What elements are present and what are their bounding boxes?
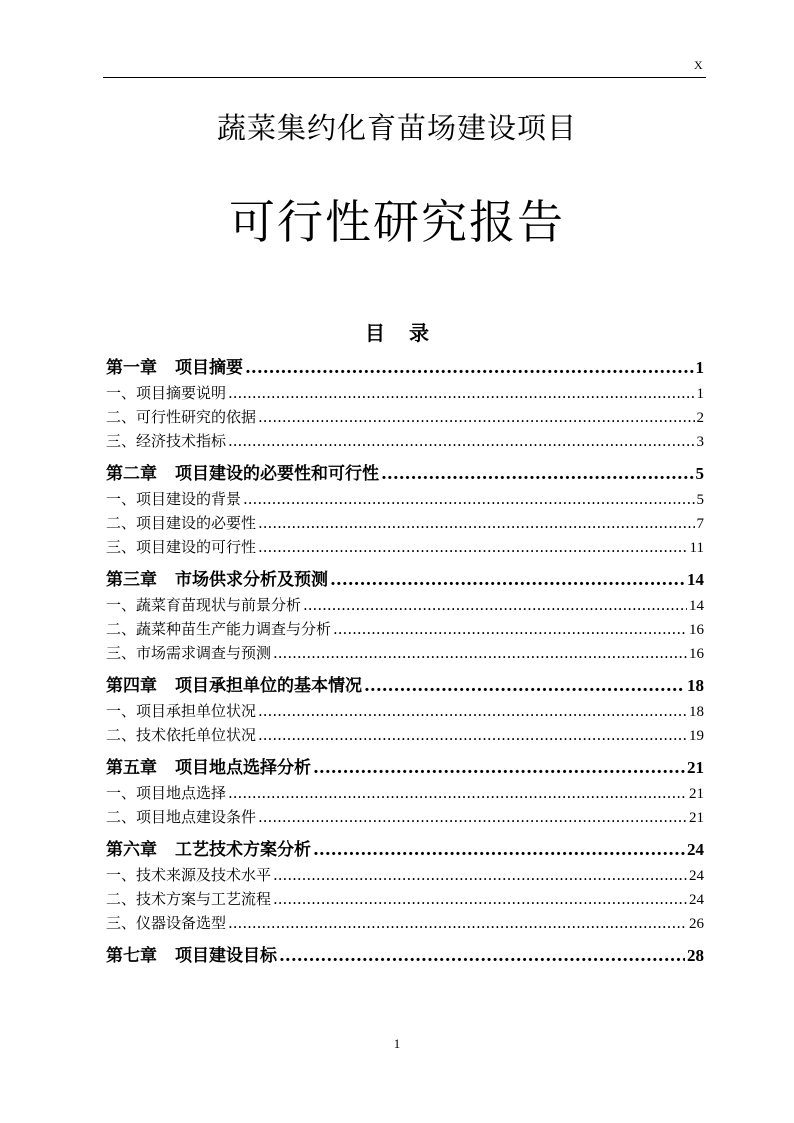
toc-section-entry[interactable] <box>106 782 704 806</box>
table-of-contents <box>106 348 704 970</box>
dot-leader <box>258 808 687 826</box>
toc-entry-label <box>106 565 328 590</box>
toc-page-number: 24 <box>689 892 704 908</box>
dot-leader <box>273 644 687 662</box>
toc-page-number: 21 <box>689 810 704 826</box>
toc-entry-title: 工艺技术方案分析 <box>175 840 311 860</box>
toc-entry-title: 一、技术来源及技术水平 <box>106 866 272 884</box>
chapter-number: 第七章 <box>106 946 157 966</box>
toc-entry-label <box>106 512 256 533</box>
toc-section-entry[interactable] <box>106 700 704 724</box>
toc-chapter-entry[interactable] <box>106 353 704 377</box>
toc-page-number: 18 <box>687 676 704 695</box>
toc-page-number: 24 <box>689 868 704 884</box>
toc-section-entry[interactable] <box>106 864 704 888</box>
toc-section-entry[interactable] <box>106 618 704 642</box>
toc-page-number: 2 <box>696 410 704 426</box>
toc-entry-title: 二、项目地点建设条件 <box>106 808 257 826</box>
toc-chapter-entry[interactable] <box>106 671 704 695</box>
toc-entry-label <box>106 835 311 860</box>
toc-page-number: 5 <box>695 464 704 483</box>
toc-entry-label <box>106 671 362 696</box>
toc-section-entry[interactable] <box>106 888 704 912</box>
chapter-number: 第三章 <box>106 570 157 590</box>
toc-page-number: 16 <box>689 646 704 662</box>
toc-entry-title: 二、技术方案与工艺流程 <box>106 890 272 908</box>
toc-entry-label <box>106 353 243 378</box>
toc-page-number: 1 <box>695 358 704 377</box>
toc-section-entry[interactable] <box>106 724 704 748</box>
document-title: 蔬菜集约化育苗场建设项目 <box>216 111 577 145</box>
header-rule <box>103 77 706 78</box>
dot-leader <box>330 570 685 590</box>
toc-page-number: 3 <box>696 434 704 450</box>
toc-entry-label <box>106 536 256 557</box>
toc-chapter-entry[interactable] <box>106 459 704 483</box>
toc-page-number: 14 <box>689 598 704 614</box>
toc-page-number: 7 <box>696 516 704 532</box>
toc-section-entry[interactable] <box>106 430 704 454</box>
toc-entry-title: 二、可行性研究的依据 <box>106 408 257 426</box>
toc-chapter-entry[interactable] <box>106 753 704 777</box>
toc-entry-title: 项目摘要 <box>175 358 243 378</box>
toc-chapter-entry[interactable] <box>106 941 704 965</box>
toc-entry-title: 一、项目承担单位状况 <box>106 702 257 720</box>
dot-leader <box>303 596 687 614</box>
dot-leader <box>258 726 687 744</box>
toc-entry-title: 一、项目建设的背景 <box>106 490 242 508</box>
toc-entry-title: 三、市场需求调查与预测 <box>106 644 272 662</box>
toc-page-number: 1 <box>696 386 704 402</box>
toc-page-number: 21 <box>687 758 704 777</box>
toc-entry-title: 项目地点选择分析 <box>175 758 311 778</box>
toc-entry-label <box>106 912 226 933</box>
toc-section-entry[interactable] <box>106 488 704 512</box>
toc-page-number: 28 <box>687 946 704 965</box>
dot-leader <box>258 702 687 720</box>
toc-entry-title: 项目建设目标 <box>175 946 277 966</box>
dot-leader <box>228 914 687 932</box>
dot-leader <box>333 620 687 638</box>
toc-section-entry[interactable] <box>106 512 704 536</box>
dot-leader <box>258 408 694 426</box>
toc-section-entry[interactable] <box>106 642 704 666</box>
toc-entry-title: 项目承担单位的基本情况 <box>175 676 362 696</box>
chapter-number: 第六章 <box>106 840 157 860</box>
toc-entry-title: 一、项目摘要说明 <box>106 384 227 402</box>
dot-leader <box>258 538 688 556</box>
chapter-number: 第四章 <box>106 676 157 696</box>
dot-leader <box>273 866 687 884</box>
chapter-number: 第五章 <box>106 758 157 778</box>
toc-entry-title: 一、蔬菜育苗现状与前景分析 <box>106 596 302 614</box>
toc-section-entry[interactable] <box>106 806 704 830</box>
toc-entry-title: 市场供求分析及预测 <box>175 570 328 590</box>
dot-leader <box>258 514 694 532</box>
dot-leader <box>313 758 685 778</box>
toc-section-entry[interactable] <box>106 536 704 560</box>
toc-entry-label <box>106 642 271 663</box>
toc-entry-title: 三、经济技术指标 <box>106 432 227 450</box>
footer-page-number: 1 <box>393 1036 401 1051</box>
toc-section-entry[interactable] <box>106 594 704 618</box>
toc-entry-label <box>106 806 256 827</box>
dot-leader <box>243 490 694 508</box>
toc-chapter-entry[interactable] <box>106 565 704 589</box>
toc-entry-label <box>106 753 311 778</box>
toc-entry-label <box>106 459 379 484</box>
toc-entry-label <box>106 782 226 803</box>
toc-section-entry[interactable] <box>106 382 704 406</box>
chapter-number: 第一章 <box>106 358 157 378</box>
toc-entry-label <box>106 700 256 721</box>
toc-entry-label <box>106 430 226 451</box>
toc-page-number: 24 <box>687 840 704 859</box>
dot-leader <box>381 464 694 484</box>
toc-entry-label <box>106 724 256 745</box>
dot-leader <box>313 840 685 860</box>
toc-page-number: 11 <box>689 540 704 556</box>
toc-page-number: 18 <box>689 704 704 720</box>
toc-entry-label <box>106 864 271 885</box>
toc-entry-title: 项目建设的必要性和可行性 <box>175 464 379 484</box>
toc-section-entry[interactable] <box>106 406 704 430</box>
toc-entry-label <box>106 888 271 909</box>
header-mark: X <box>694 58 703 72</box>
toc-entry-title: 三、项目建设的可行性 <box>106 538 257 556</box>
dot-leader <box>245 358 694 378</box>
toc-entry-title: 二、技术依托单位状况 <box>106 726 257 744</box>
toc-entry-title: 三、仪器设备选型 <box>106 914 227 932</box>
toc-entry-label <box>106 594 301 615</box>
toc-page-number: 19 <box>689 728 704 744</box>
toc-page-number: 26 <box>689 916 704 932</box>
toc-page-number: 21 <box>689 786 704 802</box>
toc-entry-label <box>106 382 226 403</box>
toc-entry-title: 二、蔬菜种苗生产能力调查与分析 <box>106 620 332 638</box>
toc-entry-label <box>106 488 241 509</box>
toc-section-entry[interactable] <box>106 912 704 936</box>
dot-leader <box>228 384 694 402</box>
toc-entry-label <box>106 941 277 966</box>
document-subtitle: 可行性研究报告 <box>229 195 565 249</box>
dot-leader <box>364 676 685 696</box>
toc-chapter-entry[interactable] <box>106 835 704 859</box>
dot-leader <box>228 432 694 450</box>
toc-entry-label <box>106 618 331 639</box>
toc-heading: 目录 <box>365 321 453 345</box>
toc-entry-title: 一、项目地点选择 <box>106 784 227 802</box>
toc-page-number: 14 <box>687 570 704 589</box>
toc-page-number: 5 <box>696 492 704 508</box>
toc-entry-title: 二、项目建设的必要性 <box>106 514 257 532</box>
toc-entry-label <box>106 406 256 427</box>
toc-page-number: 16 <box>689 622 704 638</box>
dot-leader <box>273 890 687 908</box>
chapter-number: 第二章 <box>106 464 157 484</box>
dot-leader <box>279 946 685 966</box>
dot-leader <box>228 784 687 802</box>
